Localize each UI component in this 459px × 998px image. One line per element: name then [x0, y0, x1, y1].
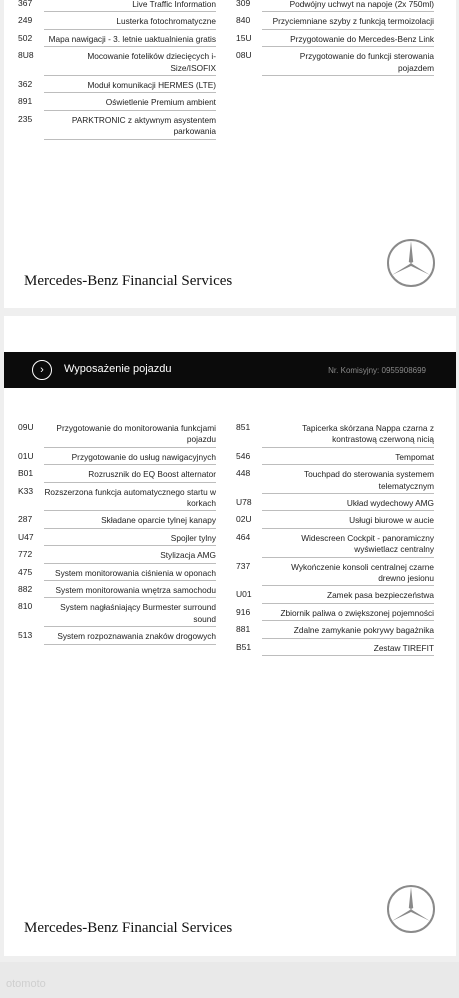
equipment-code: 08U: [236, 50, 252, 61]
equipment-description: Zamek pasa bezpieczeństwa: [327, 590, 434, 601]
equipment-description: Przygotowanie do Mercedes-Benz Link: [290, 33, 434, 44]
document-page-2: [4, 316, 456, 956]
equipment-description: Live Traffic Information: [132, 0, 216, 9]
equipment-row: [236, 468, 434, 494]
chevron-right-icon: ›: [32, 360, 52, 380]
equipment-row: [18, 549, 216, 563]
equipment-code: 235: [18, 113, 33, 124]
equipment-code: U01: [236, 589, 252, 600]
equipment-description: Usługi biurowe w aucie: [349, 515, 434, 526]
equipment-row: [236, 497, 434, 511]
equipment-row: [18, 531, 216, 546]
equipment-row: [18, 566, 216, 581]
equipment-description: System rozpoznawania znaków drogowych: [57, 631, 216, 642]
equipment-description: Moduł komunikacji HERMES (LTE): [87, 80, 216, 91]
equipment-code: 367: [18, 0, 33, 8]
equipment-description: System monitorowania wnętrza samochodu: [55, 585, 216, 596]
equipment-code: 891: [18, 96, 33, 107]
equipment-code: 464: [236, 531, 251, 542]
equipment-code: K33: [18, 485, 34, 496]
equipment-row: [18, 601, 216, 627]
equipment-code: 02U: [236, 514, 252, 525]
equipment-code: 249: [18, 15, 33, 26]
equipment-row: [236, 450, 434, 465]
equipment-list-left: [18, 0, 216, 143]
equipment-row: [18, 113, 216, 140]
equipment-description: Przygotowanie do monitorowania funkcjami pojazdu: [56, 423, 216, 445]
equipment-code: U78: [236, 497, 252, 508]
next-page-edge: [0, 962, 459, 998]
equipment-description: Przygotowanie do usług nawigacyjnych: [71, 451, 216, 462]
equipment-row: [18, 584, 216, 598]
equipment-row: [18, 630, 216, 644]
equipment-description: Zdalne zamykanie pokrywy bagażnika: [293, 625, 434, 636]
equipment-code: 840: [236, 15, 251, 26]
equipment-code: U47: [18, 531, 34, 542]
equipment-row: [236, 589, 434, 603]
equipment-list-right: [236, 0, 434, 79]
equipment-description: Układ wydechowy AMG: [346, 498, 434, 509]
equipment-description: Mapa nawigacji - 3. letnie uaktualnienia gratis: [48, 33, 216, 44]
equipment-row: [18, 15, 216, 29]
equipment-code: 448: [236, 468, 251, 479]
equipment-code: 881: [236, 624, 251, 635]
equipment-row: [236, 50, 434, 76]
equipment-description: Touchpad do sterowania systemem telematycznym: [303, 469, 434, 491]
equipment-description: Stylizacja AMG: [160, 550, 216, 561]
equipment-row: [18, 422, 216, 448]
equipment-description: PARKTRONIC z aktywnym asystentem parkowania: [71, 114, 216, 137]
equipment-row: [236, 641, 434, 656]
equipment-description: Tempomat: [395, 451, 434, 462]
equipment-description: Lusterka fotochromatyczne: [116, 16, 216, 27]
equipment-code: 513: [18, 630, 33, 641]
equipment-row: [18, 514, 216, 528]
section-banner: [4, 352, 456, 388]
footer-brand-title: Mercedes-Benz Financial Services: [24, 920, 233, 936]
equipment-code: 8U8: [18, 50, 34, 61]
equipment-row: [18, 468, 216, 482]
equipment-description: System nagłaśniający Burmester surround sound: [60, 602, 216, 624]
watermark: otomoto: [6, 978, 46, 990]
equipment-code: 15U: [236, 32, 252, 43]
equipment-list-right: [236, 422, 434, 659]
equipment-description: Składane oparcie tylnej kanapy: [101, 515, 216, 526]
equipment-description: Rozrusznik do EQ Boost alternator: [88, 469, 216, 480]
equipment-description: Podwójny uchwyt na napoje (2x 750ml): [289, 0, 434, 9]
equipment-row: [236, 15, 434, 29]
equipment-code: 546: [236, 450, 251, 461]
equipment-row: [236, 606, 434, 621]
equipment-description: Zbiornik paliwa o zwiększonej pojemności: [280, 607, 434, 618]
equipment-row: [18, 0, 216, 12]
equipment-description: System monitorowania ciśnienia w oponach: [55, 567, 216, 578]
equipment-code: 737: [236, 560, 251, 571]
equipment-code: 851: [236, 422, 251, 432]
equipment-code: 309: [236, 0, 251, 8]
equipment-description: Wykończenie konsoli centralnej czarne drewno jesionu: [291, 561, 434, 584]
equipment-description: Mocowanie fotelików dziecięcych i-Size/ISOFIX: [87, 51, 216, 73]
equipment-code: 287: [18, 514, 33, 525]
equipment-row: [18, 79, 216, 93]
equipment-description: Widescreen Cockpit - panoramiczny wyświetlacz centralny: [301, 532, 434, 555]
mercedes-star-logo-icon: [386, 884, 436, 934]
equipment-row: [236, 32, 434, 47]
equipment-code: 882: [18, 584, 33, 595]
equipment-list-left: [18, 422, 216, 648]
equipment-row: [18, 485, 216, 512]
equipment-row: [236, 0, 434, 12]
equipment-code: 475: [18, 566, 33, 577]
equipment-description: Przyciemniane szyby z funkcją termoizolacji: [272, 16, 434, 27]
document-page-1: [4, 0, 456, 308]
section-title: Wyposażenie pojazdu: [64, 363, 172, 375]
equipment-code: 362: [18, 79, 33, 90]
equipment-code: B01: [18, 468, 34, 479]
equipment-description: Przygotowanie do funkcji sterowania pojazdem: [299, 51, 434, 73]
equipment-row: [236, 531, 434, 558]
commission-number: Nr. Komisyjny: 0955908699: [328, 366, 426, 375]
equipment-code: 502: [18, 32, 33, 43]
equipment-row: [18, 450, 216, 465]
equipment-row: [18, 50, 216, 76]
equipment-code: 09U: [18, 422, 34, 432]
equipment-row: [236, 624, 434, 638]
footer-brand-title: Mercedes-Benz Financial Services: [24, 273, 233, 289]
equipment-code: B51: [236, 641, 252, 652]
equipment-row: [236, 514, 434, 528]
equipment-description: Tapicerka skórzana Nappa czarna z kontrastową czerwoną nicią: [302, 423, 434, 445]
equipment-description: Oświetlenie Premium ambient: [105, 97, 216, 108]
equipment-row: [18, 32, 216, 47]
equipment-code: 772: [18, 549, 33, 560]
equipment-description: Rozszerzona funkcja automatycznego startu w korkach: [44, 486, 216, 509]
mercedes-star-logo-icon: [386, 238, 436, 288]
equipment-row: [236, 560, 434, 587]
equipment-description: Zestaw TIREFIT: [373, 642, 434, 653]
equipment-code: 810: [18, 601, 33, 612]
equipment-row: [18, 96, 216, 110]
equipment-row: [236, 422, 434, 448]
equipment-description: Spojler tylny: [170, 532, 216, 543]
equipment-code: 01U: [18, 450, 34, 461]
equipment-code: 916: [236, 606, 251, 617]
